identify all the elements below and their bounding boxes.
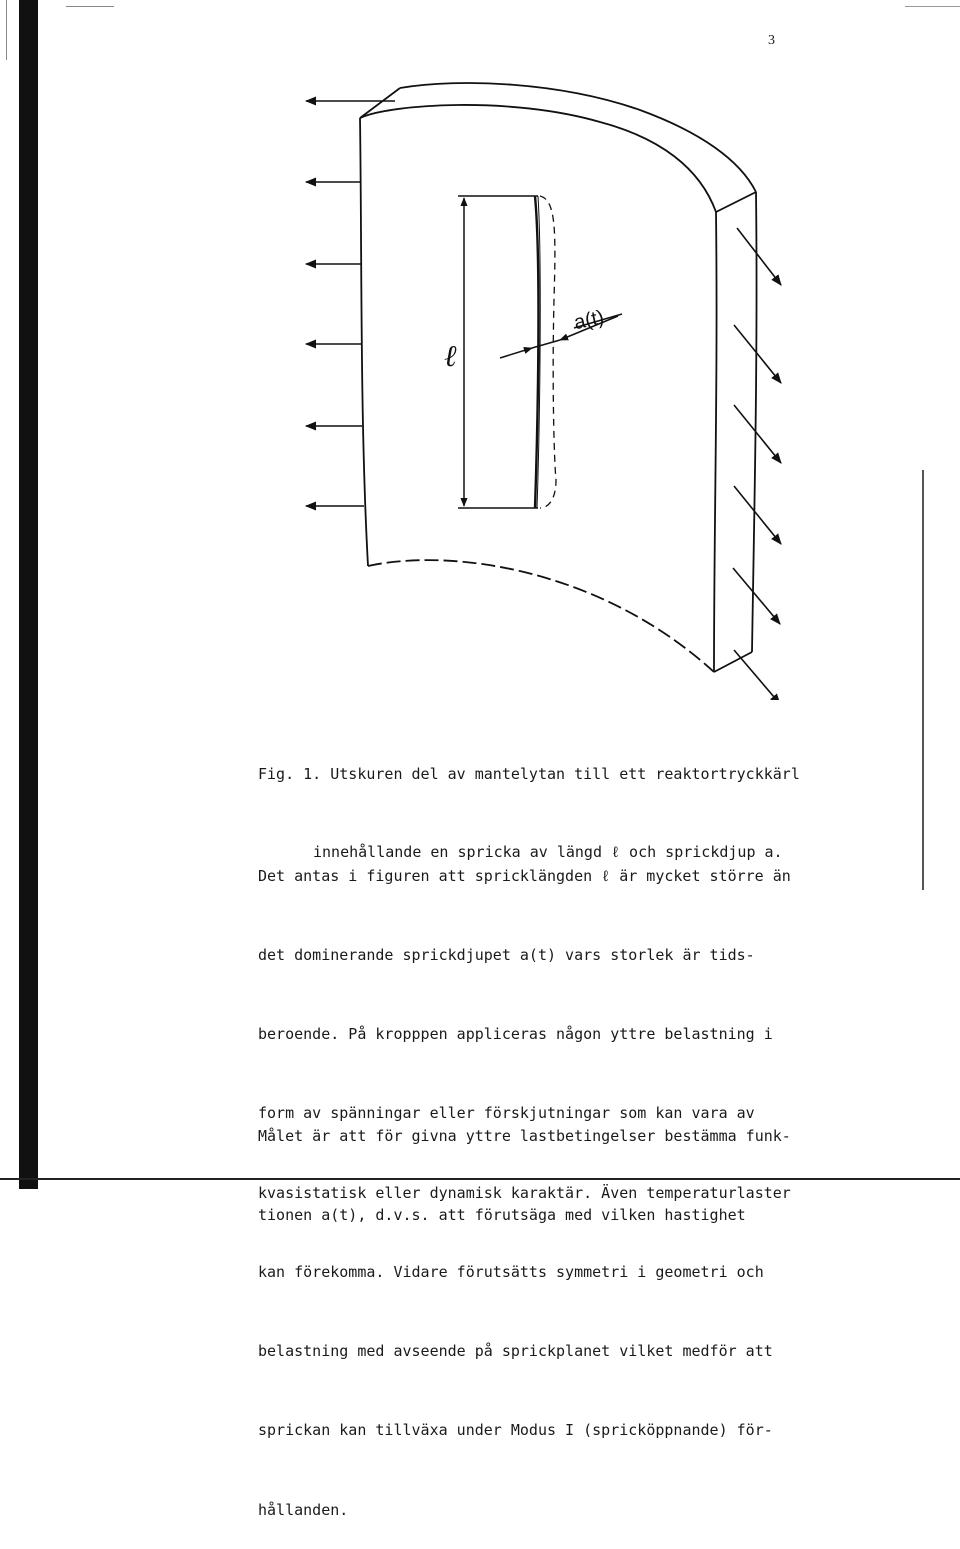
- length-label: ℓ: [444, 339, 457, 374]
- diagonal-arrow: [734, 405, 781, 463]
- crack: [535, 196, 556, 508]
- vessel-wall-figure: [0, 0, 960, 700]
- text-line: kan förekomma. Vidare förutsätts symmetri i geometri och: [258, 1262, 764, 1281]
- left-load-arrows: [306, 101, 395, 506]
- text-line: beroende. På kropppen appliceras någon yttre belastning i: [258, 1025, 773, 1044]
- text-line: form av spänningar eller förskjutningar som kan vara av: [258, 1104, 755, 1123]
- depth-label: a(t): [572, 306, 606, 335]
- text-line: kvasistatisk eller dynamisk karaktär. Även temperaturlaster: [258, 1183, 791, 1202]
- diagonal-arrow: [734, 325, 781, 383]
- text-line: hållanden.: [258, 1500, 349, 1519]
- text-line: det dominerande sprickdjupet a(t) vars storlek är tids-: [258, 946, 755, 965]
- caption-line: Fig. 1. Utskuren del av mantelytan till ett reaktortryckkärl: [258, 765, 800, 783]
- text-line: belastning med avseende på sprickplanet vilket medför att: [258, 1342, 773, 1361]
- page-number: 3: [768, 33, 775, 48]
- diagonal-arrow: [734, 650, 780, 700]
- text-line: sprickan kan tillväxa under Modus I (spricköppnande) för-: [258, 1421, 773, 1440]
- crack-length-dimension: [458, 196, 538, 508]
- text-line: Målet är att för givna yttre lastbetingelser bestämma funk-: [258, 1126, 791, 1145]
- text-line: Det antas i figuren att spricklängden ℓ är mycket större än: [258, 866, 791, 885]
- diagonal-arrow: [733, 568, 780, 624]
- diagonal-arrow: [737, 228, 781, 285]
- diagonal-arrow: [734, 486, 781, 544]
- wall-outline: [360, 83, 757, 672]
- caption-line: innehållande en spricka av längd ℓ och sprickdjup a.: [313, 843, 783, 861]
- text-line: tionen a(t), d.v.s. att förutsäga med vilken hastighet: [258, 1206, 746, 1225]
- paragraph-goal: [258, 1070, 898, 1255]
